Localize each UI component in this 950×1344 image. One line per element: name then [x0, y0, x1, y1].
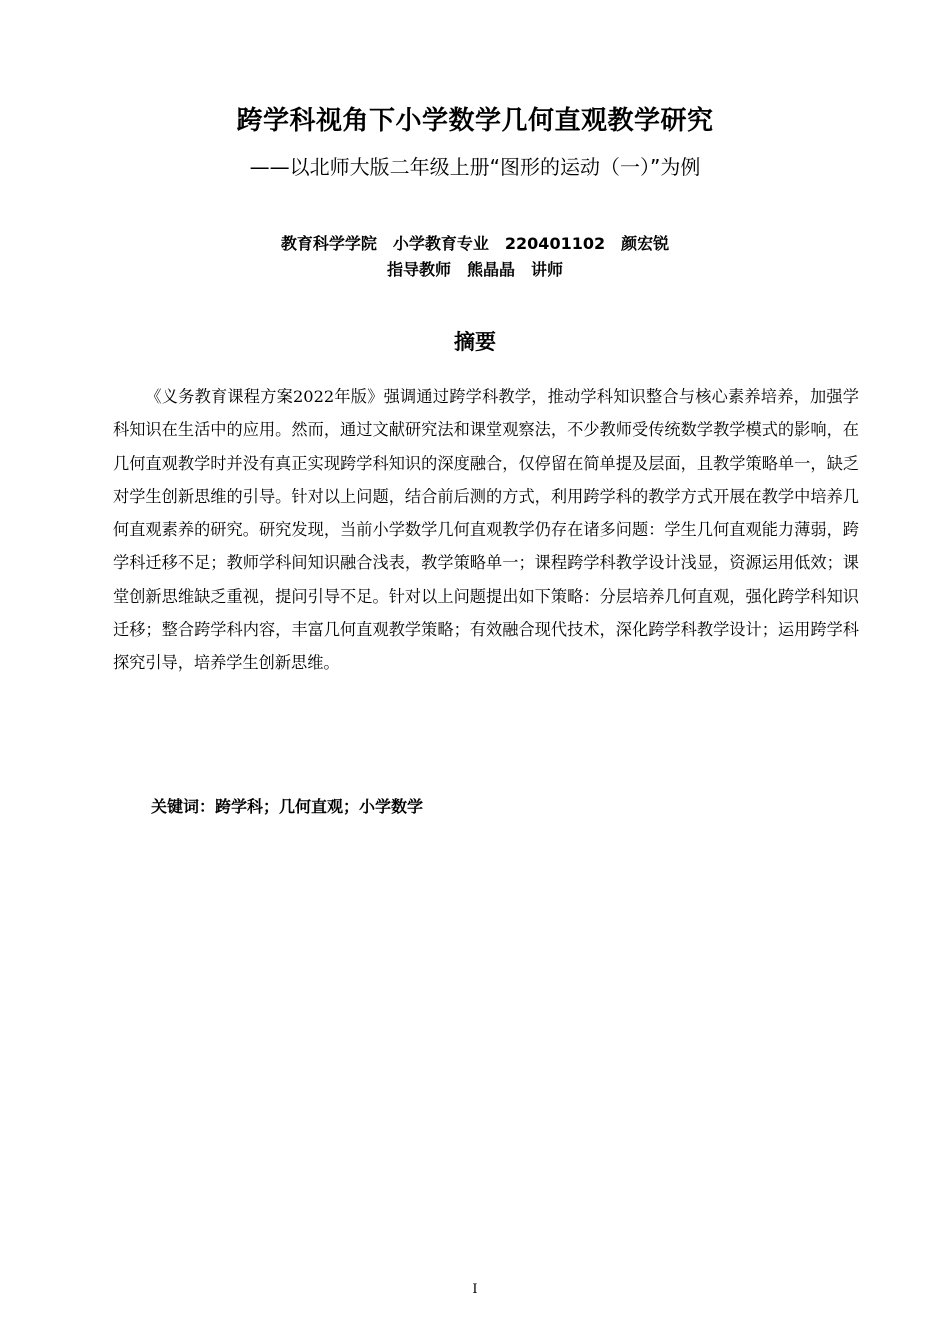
author-major: 小学教育专业 — [392, 234, 489, 253]
keywords-list: 跨学科；几何直观；小学数学 — [215, 797, 424, 816]
advisor-rank: 讲师 — [531, 260, 564, 279]
advisor-name: 熊晶晶 — [466, 260, 515, 279]
paper-subtitle: ——以北师大版二年级上册“图形的运动（一）”为例 — [249, 155, 701, 179]
page-number: I — [472, 1282, 478, 1297]
author-school: 教育科学学院 — [280, 234, 377, 253]
abstract-paragraph: 《义务教育课程方案2022年版》强调通过跨学科教学，推动学科知识整合与核心素养培养，加强学科知识在生活中的应用。然而，通过文献研究法和课堂观察法，不少教师受传统数学教学模式的影响，在几何直观教学时并没有真正实现跨学科知识的深度融合，仅停留在简单提及层面，且教学策略单一，缺乏对学生创新思维的引导。针对以上问题，结合前后测的方式，利用跨学科的教学方式开展在教学中培养几何直观素养的研究。研究发现，当前小学数学几何直观教学仍存在诸多问题：学生几何直观能力薄弱，跨学科迁移不足；教师学科间知识融合浅表，教学策略单一；课程跨学科教学设计浅显，资源运用低效；课堂创新思维缺乏重视，提问引导不足。针对以上问题提出如下策略：分层培养几何直观，强化跨学科知识迁移；整合跨学科内容，丰富几何直观教学策略；有效融合现代技术，深化跨学科教学设计；运用跨学科探究引导，培养学生创新思维。 — [113, 387, 859, 673]
paper-title: 跨学科视角下小学数学几何直观教学研究 — [236, 106, 714, 136]
advisor-label: 指导教师 — [386, 260, 451, 279]
author-block — [0, 231, 950, 283]
author-name: 颜宏锐 — [621, 234, 670, 253]
author-student-id: 220401102 — [504, 234, 606, 253]
author-line — [0, 231, 950, 257]
keywords-label: 关键词： — [151, 797, 216, 816]
abstract-heading: 摘要 — [454, 330, 496, 354]
keywords-line — [151, 794, 423, 817]
advisor-line — [0, 257, 950, 283]
